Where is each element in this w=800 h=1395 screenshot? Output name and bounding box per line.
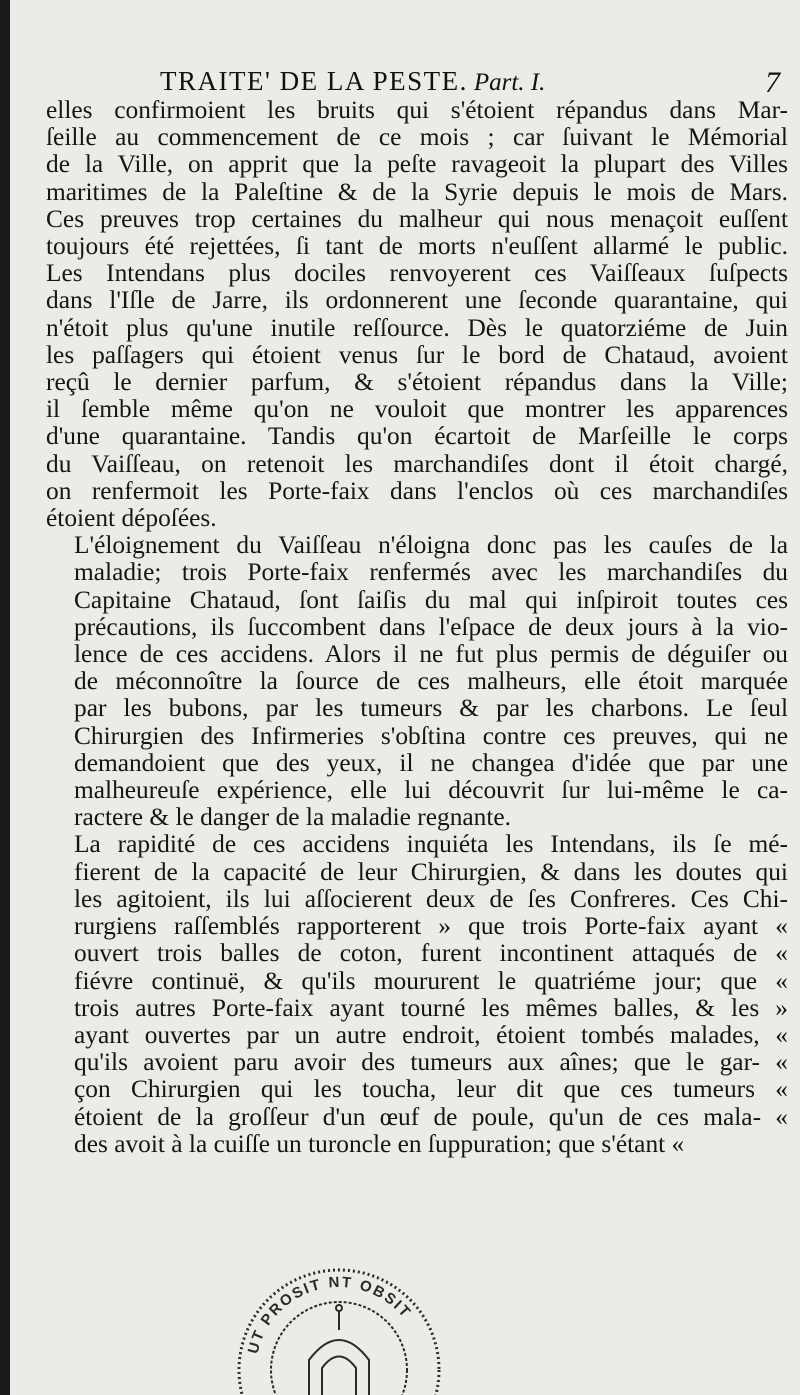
text-line: toujours été rejettées, ſi tant de morts n'euſſent allarmé le public.	[46, 233, 788, 261]
text-line: de la Ville, on apprit que la peſte ravageoit la plupart des Villes	[46, 151, 788, 179]
page-number: 7	[765, 66, 780, 99]
running-title	[160, 66, 545, 97]
text-line: par les bubons, par les tumeurs & par les charbons. Le ſeul	[74, 695, 788, 723]
library-stamp	[234, 1250, 444, 1395]
text-line: les agitoient, ils lui aſſocierent deux de ſes Confreres. Ces Chi-	[74, 885, 788, 913]
paragraph-2	[46, 532, 788, 831]
text-line: ractere & le danger de la maladie regnante.	[74, 804, 512, 832]
stamp-text: UT PROSIT NT OBSIT	[244, 1273, 415, 1356]
text-line: ſeille au commencement de ce mois ; car ſuivant le Mémorial	[46, 124, 788, 152]
text-line: n'étoit plus qu'une inutile reſſource. Dès le quatorziéme de Juin	[46, 314, 788, 342]
part-label: Part. I.	[473, 69, 546, 96]
text-line: ayant ouvertes par un autre endroit, étoient tombés malades, «	[74, 1021, 788, 1049]
text-line: malheureuſe expérience, elle lui découvrit ſur lui-même le ca-	[74, 777, 788, 805]
text-line: trois autres Porte-faix ayant tourné les mêmes balles, & les »	[74, 994, 788, 1022]
text-line: étoient dépoſées.	[46, 505, 217, 533]
text-line: dans l'Iſle de Jarre, ils ordonnerent une ſeconde quarantaine, qui	[46, 287, 788, 315]
running-title-text: TRAITE' DE LA PESTE.	[160, 66, 468, 96]
text-line: maladie; trois Porte-faix renfermés avec les marchandiſes du	[74, 559, 788, 587]
text-line: on renfermoit les Porte-faix dans l'enclos où ces marchandiſes	[46, 477, 788, 505]
text-line: reçû le dernier parfum, & s'étoient répandus dans la Ville;	[46, 369, 788, 397]
text-line: étoient de la groſſeur d'un œuf de poule, qu'un de ces mala- «	[74, 1103, 788, 1131]
text-line: Chirurgien des Infirmeries s'obſtina contre ces preuves, qui ne	[74, 722, 788, 750]
text-line: des avoit à la cuiſſe un turoncle en ſuppuration; que s'étant «	[74, 1130, 685, 1158]
body-text	[46, 97, 788, 1158]
text-line: çon Chirurgien qui les toucha, leur dit que ces tumeurs «	[74, 1076, 788, 1104]
page-header	[160, 66, 780, 100]
text-line: L'éloignement du Vaiſſeau n'éloigna donc pas les cauſes de la	[74, 532, 788, 560]
text-line: rurgiens raſſemblés rapporterent » que trois Porte-faix ayant «	[74, 913, 788, 941]
text-line: les paſſagers qui étoient venus ſur le bord de Chataud, avoient	[46, 341, 788, 369]
text-line: Les Intendans plus dociles renvoyerent ces Vaiſſeaux ſuſpects	[46, 260, 788, 288]
text-line: ouvert trois balles de coton, furent incontinent attaqués de «	[74, 940, 788, 968]
text-line: il ſemble même qu'on ne vouloit que montrer les apparences	[46, 396, 788, 424]
text-line: qu'ils avoient paru avoir des tumeurs aux aînes; que le gar- «	[74, 1049, 788, 1077]
paragraph-1	[46, 97, 788, 532]
text-line: Capitaine Chataud, ſont ſaiſis du mal qui inſpiroit toutes ces	[74, 586, 788, 614]
text-line: fiévre continuë, & qu'ils moururent le quatriéme jour; que «	[74, 967, 788, 995]
text-line: elles confirmoient les bruits qui s'étoient répandus dans Mar-	[46, 97, 788, 124]
text-line: fierent de la capacité de leur Chirurgien, & dans les doutes qui	[74, 858, 788, 886]
paragraph-3	[46, 831, 788, 1157]
text-line: de méconnoître la ſource de ces malheurs, elle étoit marquée	[74, 668, 788, 696]
text-line: lence de ces accidens. Alors il ne fut plus permis de déguiſer ou	[74, 641, 788, 669]
stamp-emblem-icon	[304, 1305, 374, 1395]
text-line: précautions, ils ſuccombent dans l'eſpace de deux jours à la vio-	[74, 613, 788, 641]
text-line: demandoient que des yeux, il ne changea d'idée que par une	[74, 749, 788, 777]
text-line: La rapidité de ces accidens inquiéta les Intendans, ils ſe mé-	[74, 831, 788, 859]
text-line: Ces preuves trop certaines du malheur qui nous menaçoit euſſent	[46, 205, 788, 233]
text-line: maritimes de la Paleſtine & de la Syrie depuis le mois de Mars.	[46, 178, 788, 206]
text-line: d'une quarantaine. Tandis qu'on écartoit de Marſeille le corps	[46, 423, 788, 451]
text-line: du Vaiſſeau, on retenoit les marchandiſes dont il étoit chargé,	[46, 450, 788, 478]
